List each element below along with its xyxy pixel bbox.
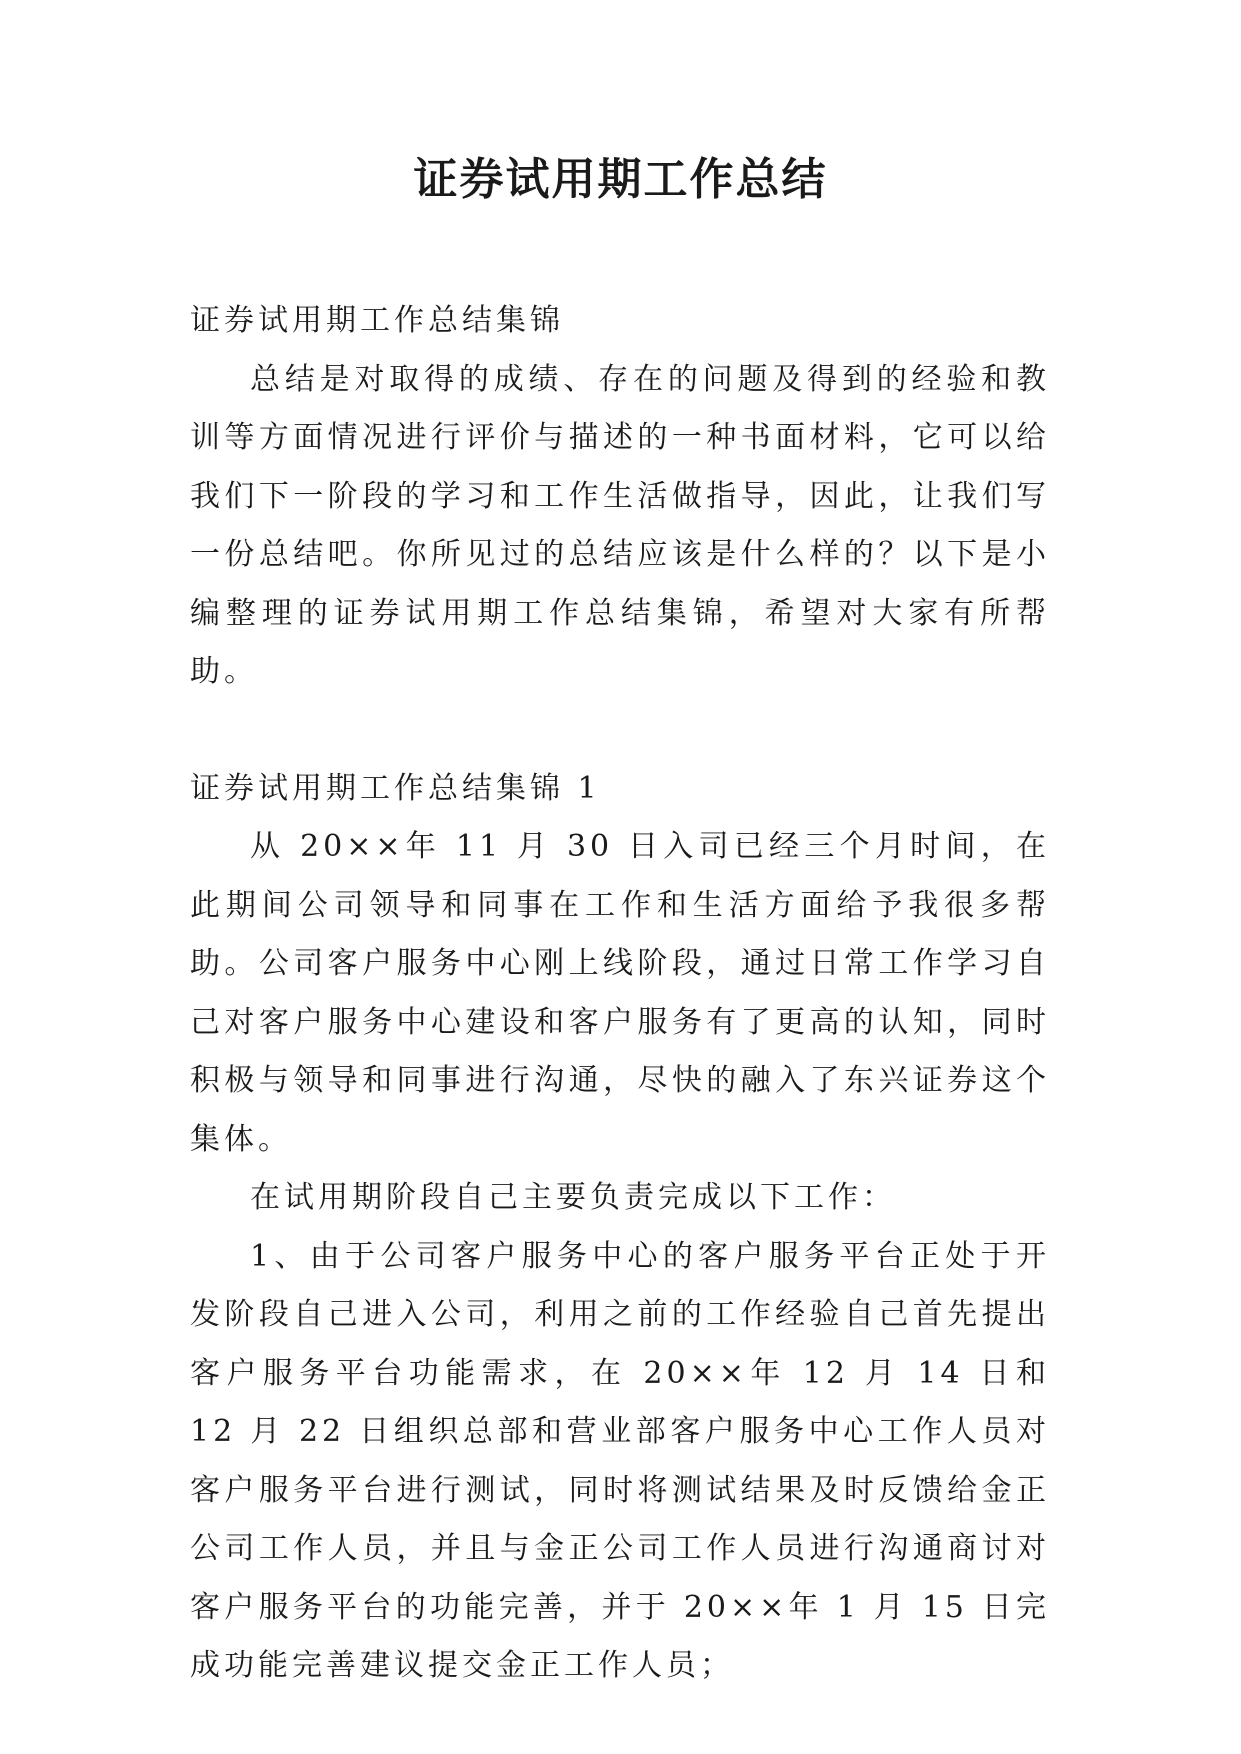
section1-paragraph-1: 从 20××年 11 月 30 日入司已经三个月时间，在此期间公司领导和同事在工作和生活方面给予我很多帮助。公司客户服务中心刚上线阶段，通过日常工作学习自己对客户服务中心建设和客户服务有了更高的认知，同时积极与领导和同事进行沟通，尽快的融入了东兴证券这个集体。 bbox=[190, 829, 1050, 1157]
intro-heading: 证券试用期工作总结集锦 bbox=[190, 303, 564, 338]
intro-paragraph: 总结是对取得的成绩、存在的问题及得到的经验和教训等方面情况进行评价与描述的一种书面材料，它可以给我们下一阶段的学习和工作生活做指导，因此，让我们写一份总结吧。你所见过的总结应该是什么样的？以下是小编整理的证券试用期工作总结集锦，希望对大家有所帮助。 bbox=[190, 361, 1050, 689]
section1-paragraph-3: 1、由于公司客户服务中心的客户服务平台正处于开发阶段自己进入公司，利用之前的工作经验自己首先提出客户服务平台功能需求，在 20××年 12 月 14 日和 12 月 22 日组织总部和营业部客户服务中心工作人员对客户服务平台进行测试，同时将测试结果及时反馈给金正公司工作人员，并且与金正公司工作人员进行沟通商讨对客户服务平台的功能完善，并于 20××年 1 月 15 日完成功能完善建议提交金正工作人员； bbox=[190, 1238, 1050, 1683]
section1-heading: 证券试用期工作总结集锦 1 bbox=[190, 770, 601, 806]
document-body bbox=[190, 292, 1050, 1696]
section-spacer bbox=[190, 702, 1050, 760]
document-title: 证券试用期工作总结 bbox=[413, 154, 828, 205]
section1-paragraph-2: 在试用期阶段自己主要负责完成以下工作： bbox=[250, 1180, 896, 1215]
